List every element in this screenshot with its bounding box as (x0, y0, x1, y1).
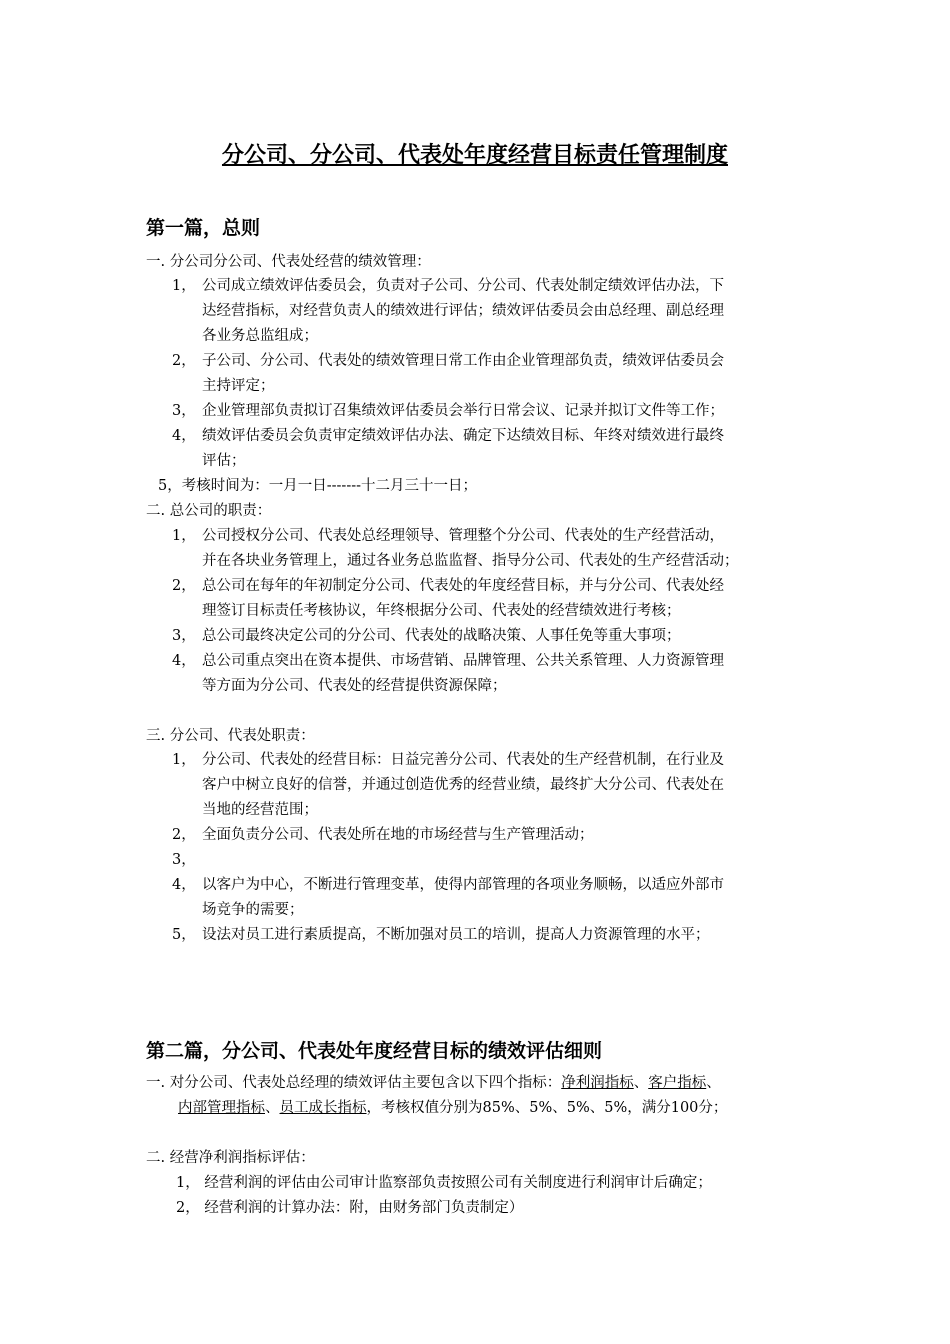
item-1-2-2-line1: 总公司在每年的年初制定分公司、代表处的年度经营目标，并与分公司、代表处经 (202, 578, 724, 594)
separator: 、 (706, 1075, 721, 1091)
indicator-customer: 客户指标 (648, 1075, 707, 1091)
section-2-1-prefix: 一. 对分公司、代表处总经理的绩效评估主要包含以下四个指标： (146, 1075, 562, 1091)
item-1-1-2-line1: 子公司、分公司、代表处的绩效管理日常工作由企业管理部负责，绩效评估委员会 (202, 353, 724, 369)
section-1-1-heading: 一. 分公司分公司、代表处经营的绩效管理： (146, 254, 431, 270)
item-1-3-4-line1: 以客户为中心，不断进行管理变革，使得内部管理的各项业务顺畅，以适应外部市 (202, 877, 724, 893)
item-1-2-2-line2: 理签订目标责任考核协议，年终根据分公司、代表处的经营绩效进行考核； (202, 603, 681, 619)
section-2-2-heading: 二. 经营净利润指标评估： (146, 1150, 315, 1166)
part1-heading: 第一篇，总则 (146, 217, 261, 239)
item-1-1-1-line2: 达经营指标，对经营负责人的绩效进行评估；绩效评估委员会由总经理、副总经理 (202, 303, 724, 319)
item-1-1-1-num: 1， (172, 278, 196, 294)
item-1-3-1-num: 1， (172, 752, 196, 768)
item-1-1-4-line2: 评估； (202, 453, 246, 469)
indicator-net-profit: 净利润指标 (561, 1075, 634, 1091)
item-1-1-4-num: 4， (172, 428, 196, 444)
item-2-2-1: 1， 经营利润的评估由公司审计监察部负责按照公司有关制度进行利润审计后确定； (176, 1175, 712, 1191)
item-1-1-2-num: 2， (172, 353, 196, 369)
item-1-1-3-line1: 企业管理部负责拟订召集绩效评估委员会举行日常会议、记录并拟订文件等工作； (202, 403, 724, 419)
separator: 、 (633, 1075, 649, 1091)
item-1-3-3-num: 3， (172, 852, 196, 868)
item-1-2-4-line1: 总公司重点突出在资本提供、市场营销、品牌管理、公共关系管理、人力资源管理 (202, 653, 724, 669)
section-2-1-suffix: ，考核权值分别为85%、5%、5%、5%，满分100分； (366, 1100, 728, 1116)
part2-heading: 第二篇，分公司、代表处年度经营目标的绩效评估细则 (146, 1040, 603, 1062)
item-1-1-4-line1: 绩效评估委员会负责审定绩效评估办法、确定下达绩效目标、年终对绩效进行最终 (202, 428, 724, 444)
item-1-1-5: 5，考核时间为：一月一日-------十二月三十一日； (158, 478, 478, 494)
item-1-3-5-num: 5， (172, 927, 196, 943)
document-title: 分公司、分公司、代表处年度经营目标责任管理制度 (221, 143, 728, 168)
item-1-2-4-num: 4， (172, 653, 196, 669)
item-1-3-4-num: 4， (172, 877, 196, 893)
section-2-1-line1 (146, 1071, 721, 1095)
item-1-2-1-line1: 公司授权分公司、代表处总经理领导、管理整个分公司、代表处的生产经营活动， (202, 528, 724, 544)
item-1-3-5-line1: 设法对员工进行素质提高，不断加强对员工的培训，提高人力资源管理的水平； (202, 927, 710, 943)
item-1-3-1-line3: 当地的经营范围； (202, 802, 318, 818)
item-1-3-1-line2: 客户中树立良好的信誉，并通过创造优秀的经营业绩，最终扩大分公司、代表处在 (202, 777, 724, 793)
item-1-1-1-line3: 各业务总监组成； (202, 328, 318, 344)
section-2-1-line2 (178, 1096, 727, 1120)
item-1-1-2-line2: 主持评定； (202, 378, 275, 394)
item-1-2-3-line1: 总公司最终决定公司的分公司、代表处的战略决策、人事任免等重大事项； (202, 628, 681, 644)
indicator-internal-management: 内部管理指标 (178, 1100, 265, 1116)
section-1-2-heading: 二. 总公司的职责： (146, 503, 272, 519)
indicator-employee-growth: 员工成长指标 (279, 1100, 367, 1116)
item-1-3-1-line1: 分公司、代表处的经营目标：日益完善分公司、代表处的生产经营机制，在行业及 (202, 752, 724, 768)
item-1-1-1-line1: 公司成立绩效评估委员会，负责对子公司、分公司、代表处制定绩效评估办法，下 (202, 278, 724, 294)
item-1-3-2-num: 2， (172, 827, 196, 843)
separator: 、 (265, 1100, 280, 1116)
item-2-2-2: 2， 经营利润的计算办法：附，由财务部门负责制定） (176, 1200, 524, 1216)
item-1-2-1-line2: 并在各块业务管理上，通过各业务总监监督、指导分公司、代表处的生产经营活动； (202, 553, 739, 569)
item-1-2-1-num: 1， (172, 528, 196, 544)
item-1-3-2-line1: 全面负责分公司、代表处所在地的市场经营与生产管理活动； (202, 827, 594, 843)
item-1-2-2-num: 2， (172, 578, 196, 594)
item-1-3-4-line2: 场竞争的需要； (202, 902, 304, 918)
item-1-2-4-line2: 等方面为分公司、代表处的经营提供资源保障； (202, 678, 507, 694)
section-1-3-heading: 三. 分公司、代表处职责： (146, 728, 315, 744)
item-1-1-3-num: 3， (172, 403, 196, 419)
item-1-2-3-num: 3， (172, 628, 196, 644)
